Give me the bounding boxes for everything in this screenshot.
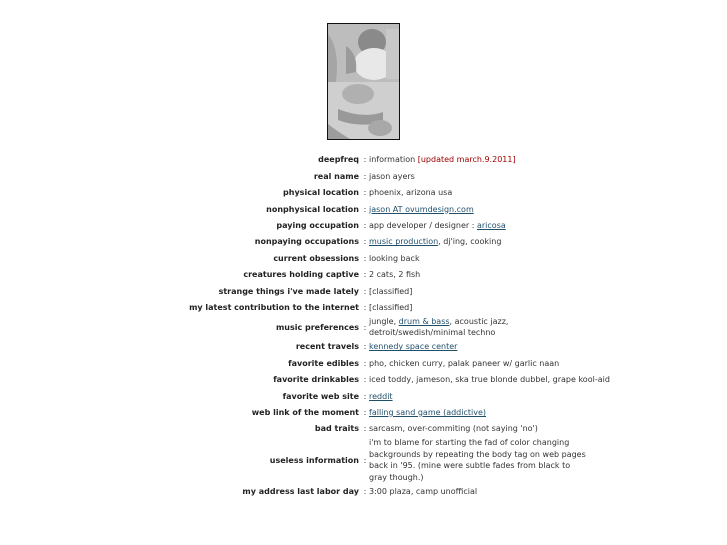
info-row: [0, 421, 727, 437]
info-row: [0, 437, 727, 483]
value-text: backgrounds by repeating the body tag on web pages: [369, 449, 586, 459]
row-separator: :: [363, 407, 367, 417]
value-text: gray though.): [369, 472, 424, 482]
row-label: recent travels: [295, 342, 359, 352]
profile-photo: [327, 23, 400, 140]
row-label: paying occupation: [276, 221, 359, 230]
value-text: information: [369, 155, 418, 165]
value-text: jungle,: [369, 316, 399, 326]
row-label: physical location: [283, 188, 359, 198]
value-text: i'm to blame for starting the fad of color changing: [369, 438, 570, 448]
info-row: [0, 234, 727, 250]
row-separator: :: [363, 322, 367, 332]
row-separator: :: [363, 391, 367, 401]
row-value: [369, 421, 727, 437]
info-row: [0, 201, 727, 217]
row-value: [369, 388, 727, 404]
value-link[interactable]: kennedy space center: [369, 342, 458, 352]
info-row: [0, 372, 727, 388]
info-row: [0, 404, 727, 420]
value-text: app developer / designer :: [369, 221, 477, 230]
value-text: jason ayers: [369, 171, 415, 181]
updated-date: [updated march.9.2011]: [417, 155, 516, 165]
info-row: [0, 185, 727, 201]
row-label: real name: [313, 171, 359, 181]
row-separator: :: [363, 342, 367, 352]
row-value: [369, 234, 727, 250]
row-separator: :: [363, 270, 367, 280]
row-value: [369, 152, 727, 168]
info-row: [0, 355, 727, 371]
portrait-image: [328, 24, 399, 139]
row-value: [369, 267, 727, 283]
row-value: [369, 404, 727, 420]
row-label: nonpaying occupations: [254, 237, 359, 247]
row-value: [369, 201, 727, 217]
row-label: my address last labor day: [242, 486, 359, 496]
value-text: iced toddy, jameson, ska true blonde dubbel, grape kool-aid: [369, 375, 610, 385]
info-row: [0, 316, 727, 339]
row-value: [369, 185, 727, 201]
value-text: detroit/swedish/minimal techno: [369, 328, 496, 338]
row-label: my latest contribution to the internet: [189, 302, 359, 312]
row-label: creatures holding captive: [243, 270, 359, 280]
row-label: web link of the moment: [251, 407, 359, 417]
row-value: [369, 372, 727, 388]
info-row: [0, 339, 727, 355]
row-separator: :: [363, 221, 367, 230]
value-text: 3:00 plaza, camp unofficial: [369, 486, 478, 496]
value-link[interactable]: drum & bass: [398, 316, 450, 326]
row-separator: :: [363, 188, 367, 198]
row-label: nonphysical location: [266, 204, 359, 214]
info-row: [0, 250, 727, 266]
row-separator: :: [363, 302, 367, 312]
row-separator: :: [363, 253, 367, 263]
row-separator: :: [363, 155, 367, 165]
info-row: [0, 300, 727, 316]
row-value: [369, 339, 727, 355]
row-separator: :: [363, 286, 367, 296]
info-row: [0, 388, 727, 404]
profile-info-table: [0, 152, 727, 500]
row-label: music preferences: [275, 322, 359, 332]
value-text: looking back: [369, 253, 420, 263]
value-text: phoenix, arizona usa: [369, 188, 453, 198]
row-label: current obsessions: [273, 253, 359, 263]
value-text: pho, chicken curry, palak paneer w/ garlic naan: [369, 358, 560, 368]
info-row: [0, 283, 727, 299]
row-value: [369, 483, 727, 499]
info-row: [0, 483, 727, 499]
value-link[interactable]: falling sand game (addictive): [369, 407, 487, 417]
value-text: [classified]: [369, 286, 413, 296]
info-row: [0, 168, 727, 184]
info-row: [0, 152, 727, 168]
row-value: [369, 437, 727, 483]
row-separator: :: [363, 486, 367, 496]
value-link[interactable]: music production: [369, 237, 439, 247]
row-separator: :: [363, 375, 367, 385]
value-link[interactable]: aricosa: [476, 221, 506, 230]
value-text: sarcasm, over-commiting (not saying 'no'): [369, 424, 538, 434]
row-value: [369, 316, 727, 339]
info-row: [0, 267, 727, 283]
row-separator: :: [363, 204, 367, 214]
row-value: [369, 250, 727, 266]
value-text: 2 cats, 2 fish: [369, 270, 421, 280]
row-separator: :: [363, 424, 367, 434]
row-value: [369, 355, 727, 371]
info-row: [0, 218, 727, 234]
row-value: [369, 300, 727, 316]
row-value: [369, 168, 727, 184]
row-separator: :: [363, 171, 367, 181]
value-text: [classified]: [369, 302, 413, 312]
row-label: favorite edibles: [288, 358, 359, 368]
value-text: , acoustic jazz,: [449, 316, 509, 326]
row-label: strange things i've made lately: [218, 286, 359, 296]
row-label: useless information: [269, 455, 359, 465]
row-label: bad traits: [314, 424, 359, 434]
value-link[interactable]: jason AT ovumdesign.com: [369, 204, 474, 214]
row-label: favorite web site: [282, 391, 359, 401]
value-link[interactable]: reddit: [369, 391, 393, 401]
row-separator: :: [363, 237, 367, 247]
value-text: back in '95. (mine were subtle fades from black to: [369, 461, 571, 471]
row-label: deepfreq: [318, 155, 359, 165]
row-value: [369, 218, 727, 234]
row-separator: :: [363, 455, 367, 465]
row-value: [369, 283, 727, 299]
row-label: favorite drinkables: [273, 375, 359, 385]
value-text: , dj'ing, cooking: [438, 237, 502, 247]
row-separator: :: [363, 358, 367, 368]
